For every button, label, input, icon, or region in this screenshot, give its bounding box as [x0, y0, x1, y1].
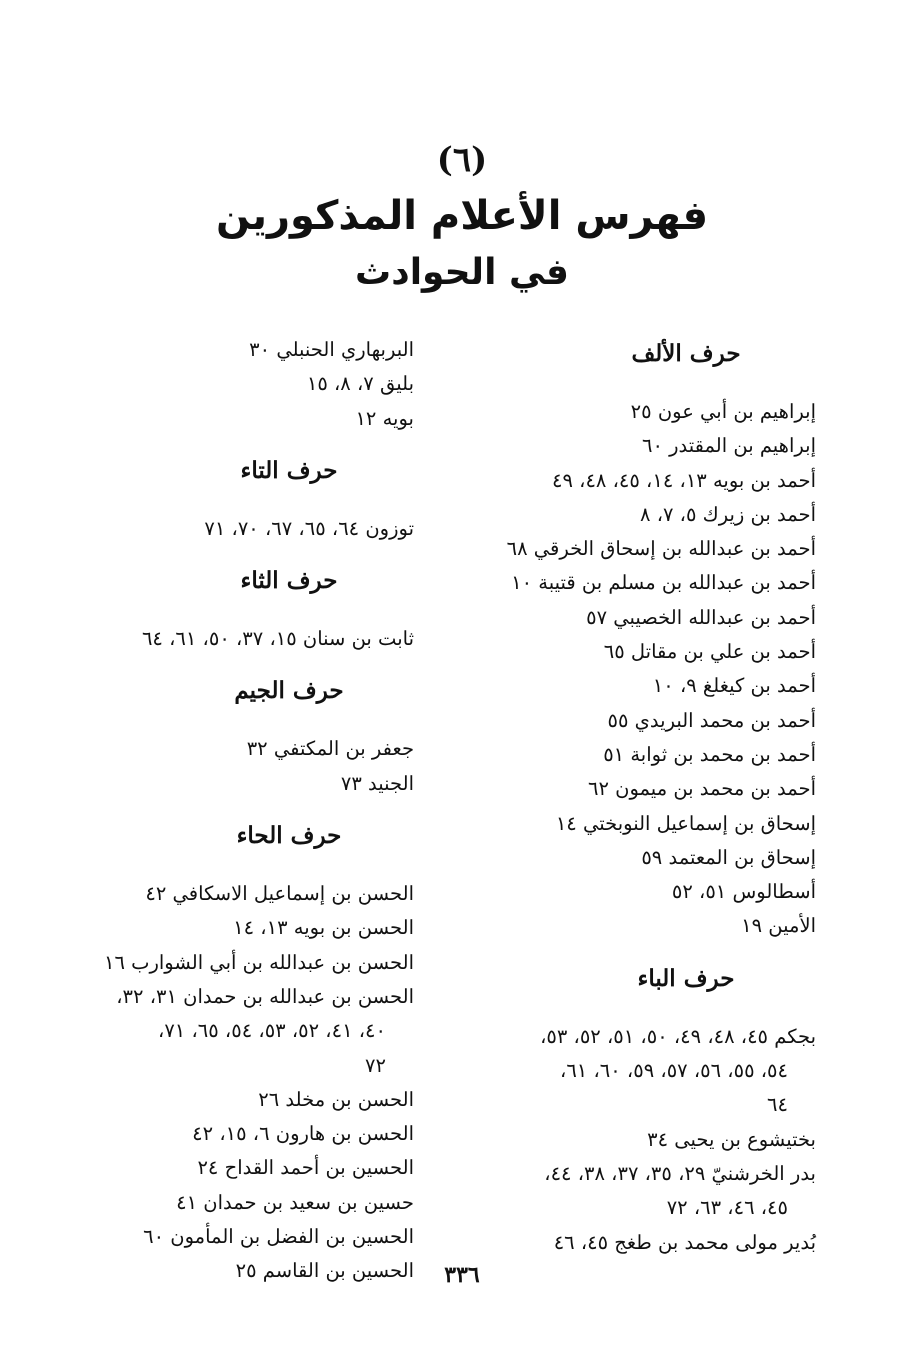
index-entry: توزون ٦٤، ٦٥، ٦٧، ٧٠، ٧١ [204, 516, 414, 540]
index-entry: الحسن بن مخلد ٢٦ [258, 1087, 414, 1111]
index-entry: بجكم ٤٥، ٤٨، ٤٩، ٥٠، ٥١، ٥٢، ٥٣، [540, 1024, 816, 1048]
letter-section-tha [54, 560, 414, 656]
letter-heading: حرف التاء [240, 456, 338, 484]
index-entry: إبراهيم بن أبي عون ٢٥ [630, 400, 816, 423]
letter-section-ta [54, 450, 414, 546]
index-entry: أسطالوس ٥١، ٥٢ [671, 880, 816, 904]
index-entry: بُدير مولى محمد بن طغج ٤٥، ٤٦ [553, 1230, 816, 1254]
index-entry-continuation: ٤٠، ٤١، ٥٢، ٥٣، ٥٤، ٦٥، ٧١، [158, 1019, 386, 1043]
letter-heading: حرف الحاء [236, 822, 342, 850]
index-entry: الحسن بن عبدالله بن أبي الشوارب ١٦ [103, 950, 414, 974]
index-column-right [466, 333, 816, 1260]
index-entry: الحسين بن الفضل بن المأمون ٦٠ [143, 1225, 414, 1249]
index-entry: الأمين ١٩ [741, 914, 816, 938]
index-entry-continuation: ٥٤، ٥٥، ٥٦، ٥٧، ٥٩، ٦٠، ٦١، [560, 1059, 788, 1083]
index-entry: بدر الخرشنيّ ٢٩، ٣٥، ٣٧، ٣٨، ٤٤، [544, 1161, 816, 1185]
index-entry: الحسن بن عبدالله بن حمدان ٣١، ٣٢، [116, 984, 414, 1008]
index-entry: إسحاق بن إسماعيل النوبختي ١٤ [555, 811, 816, 835]
index-column-left [54, 333, 414, 1289]
index-entry: الحسين بن القاسم ٢٥ [235, 1259, 414, 1283]
index-entry: الحسين بن أحمد القداح ٢٤ [197, 1156, 414, 1180]
index-entry-continuation: ٧٢ [365, 1053, 386, 1077]
index-entry: أحمد بن عبدالله بن مسلم بن قتيبة ١٠ [511, 571, 816, 595]
index-entry: الجنيد ٧٣ [340, 771, 414, 795]
index-entry: البربهاري الحنبلي ٣٠ [249, 338, 414, 361]
letter-section-ba-continued [54, 333, 414, 436]
index-entry: أحمد بن كيغلغ ٩، ١٠ [652, 674, 816, 698]
letter-section-ba [466, 958, 816, 1260]
index-entry: بويه ١٢ [355, 406, 414, 430]
letter-section-alif [466, 333, 816, 944]
index-entry: بختيشوع بن يحيى ٣٤ [647, 1127, 816, 1151]
index-entry: الحسن بن إسماعيل الاسكافي ٤٢ [145, 882, 414, 906]
index-entry: جعفر بن المكتفي ٣٢ [246, 737, 414, 761]
index-entry: الحسن بن هارون ٦، ١٥، ٤٢ [192, 1122, 414, 1146]
index-entry: أحمد بن محمد بن ميمون ٦٢ [587, 777, 816, 801]
letter-heading: حرف الجيم [234, 677, 344, 705]
index-entry: ثابت بن سنان ١٥، ٣٧، ٥٠، ٦١، ٦٤ [141, 627, 414, 651]
letter-section-jim [54, 670, 414, 801]
index-entry: أحمد بن عبدالله الخصيبي ٥٧ [586, 605, 816, 629]
index-entry: أحمد بن علي بن مقاتل ٦٥ [603, 640, 816, 664]
section-number: (٦) [436, 140, 488, 180]
index-entry: أحمد بن بويه ١٣، ١٤، ٤٥، ٤٨، ٤٩ [552, 468, 816, 492]
page-subtitle: في الحوادث [355, 252, 569, 293]
letter-heading: حرف الباء [637, 964, 735, 992]
index-entry-continuation: ٤٥، ٤٦، ٦٣، ٧٢ [666, 1196, 788, 1220]
index-entry: الحسن بن بويه ١٣، ١٤ [233, 916, 414, 940]
index-entry: حسين بن سعيد بن حمدان ٤١ [176, 1190, 414, 1214]
index-entry: أحمد بن زيرك ٥، ٧، ٨ [640, 502, 816, 526]
index-entry: إبراهيم بن المقتدر ٦٠ [641, 434, 816, 458]
letter-heading: حرف الألف [631, 340, 741, 367]
index-entry-continuation: ٦٤ [767, 1093, 788, 1117]
index-entry: أحمد بن محمد البريدي ٥٥ [607, 708, 816, 732]
page-title: فهرس الأعلام المذكورين [215, 193, 709, 239]
letter-heading: حرف الثاء [240, 567, 338, 595]
page-number: ٣٣٦ [444, 1262, 480, 1288]
index-entry: إسحاق بن المعتمد ٥٩ [641, 845, 816, 869]
letter-section-ha [54, 815, 414, 1289]
index-entry: بليق ٧، ٨، ١٥ [306, 372, 414, 396]
index-entry: أحمد بن عبدالله بن إسحاق الخرقي ٦٨ [506, 537, 816, 561]
index-entry: أحمد بن محمد بن ثوابة ٥١ [603, 742, 816, 766]
